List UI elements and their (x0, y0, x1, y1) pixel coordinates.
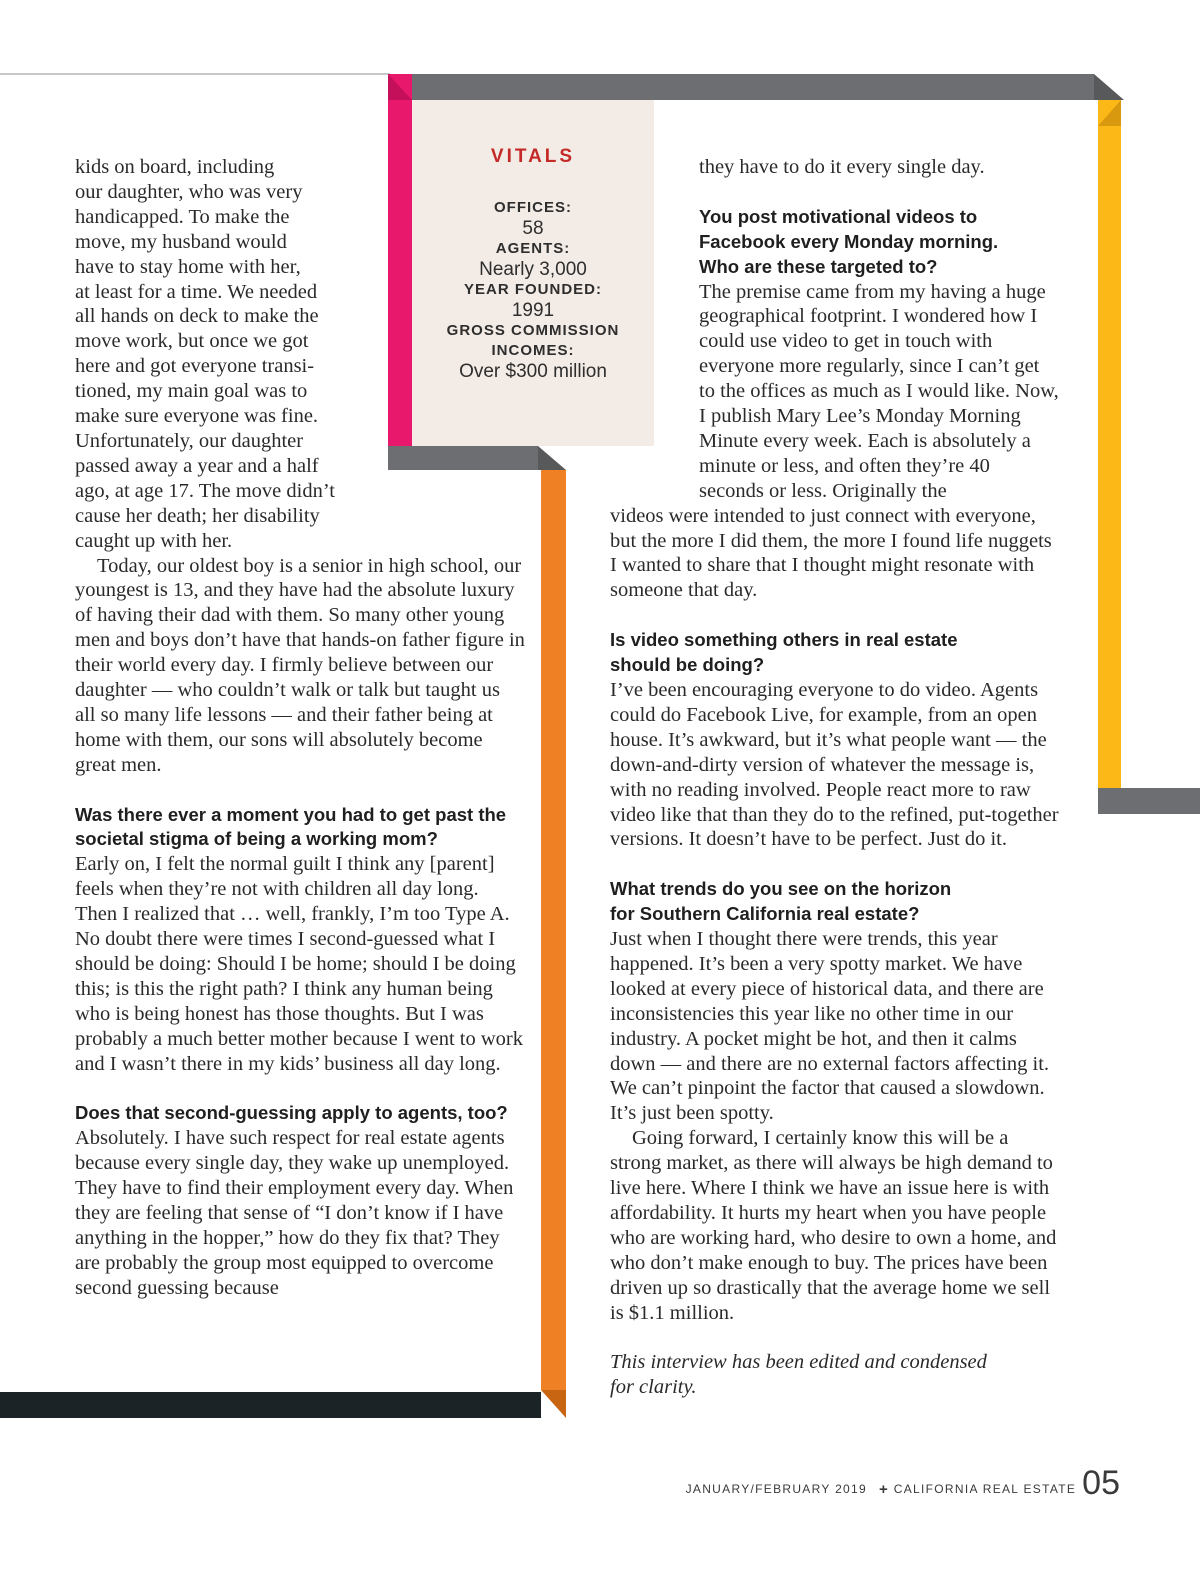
interview-question: Does that second-guessing apply to agents, too? (75, 1102, 508, 1124)
text-line: at least for a time. We needed (75, 280, 318, 303)
text-line: all hands on deck to make the (75, 305, 319, 328)
yellow-vertical-bar (1098, 100, 1121, 788)
body-paragraph: Today, our oldest boy is a senior in high school, our youngest is 13, and they have had the absolute luxury of having their dad with them. So many other young men and boys don’t have that hands-on father figure in their world every day. I firmly believe between our daughter — who couldn’t walk or talk but taught us all so many life lessons — and their father being at home with them, our sons will absolutely become great men. (75, 554, 525, 776)
page-number: 05 (1082, 1464, 1120, 1502)
vitals-gci-value: Over $300 million (459, 361, 607, 382)
page-footer (686, 1466, 1120, 1500)
body-paragraph: Absolutely. I have such respect for real estate agents because every single day, they wake up unemployed. They have to find their employment every day. When they are feeling that sense of “I don’t know if I have anything in the hopper,” how do they fix that? They are probably the group most equipped to overcome second guessing because (75, 1127, 514, 1299)
top-rule (0, 73, 390, 75)
right-column (610, 155, 1060, 1400)
gray-top-bar-tip (1094, 74, 1124, 100)
text-line: handicapped. To make the (75, 205, 290, 228)
body-paragraph: they have to do it every single day. (699, 156, 985, 178)
orange-vertical-bar (541, 470, 566, 1390)
body-paragraph: Going forward, I certainly know this will be a strong market, as there will always be high demand to live here. Where I think we have an issue here is with affordability. It hurts my heart when you have people who are working hard, who desire to own a home, and who don’t make enough to buy. The prices have been driven up so drastically that the average home we sell is $1.1 million. (610, 1127, 1057, 1324)
left-column (75, 155, 525, 1301)
vitals-title: VITALS (490, 146, 576, 167)
footer-publication: CALIFORNIA REAL ESTATE (893, 1482, 1077, 1496)
text-line: caught up with her. (75, 529, 233, 552)
body-paragraph: I’ve been encouraging everyone to do video. Agents could do Facebook Live, for example, from an open house. It’s awkward, but it’s what people want — the down-and-dirty version of whatever the message is, with no reading involved. People react more to raw video like that than they do to the refined, put-together versions. It doesn’t have to be perfect. Just do it. (610, 679, 1059, 851)
interview-question: You post motivational videos to Facebook every Monday morning. Who are these targeted to? (699, 205, 999, 277)
vitals-gci-label: GROSS COMMISSION INCOMES: (446, 322, 620, 359)
vitals-offices-value: 58 (522, 218, 544, 239)
body-paragraph: The premise came from my having a huge geographical footprint. I wondered how I could use video to get in touch with everyone more regularly, since I can’t get to the offices as much as I would like. Now, I publish Mary Lee’s Monday Morning Minute every week. Each is absolutely a minute or less, and often they’re 40 seconds or less. Originally the (699, 280, 1059, 502)
orange-bar-cap (541, 1390, 566, 1418)
body-paragraph: videos were intended to just connect with everyone, but the more I did them, the more I found life nuggets I wanted to share that I thought might resonate with someone that day. (610, 504, 1052, 602)
dark-bottom-bar (0, 1392, 541, 1418)
body-paragraph: Early on, I felt the normal guilt I think any [parent] feels when they’re not with children all day long. Then I realized that … well, frankly, I’m too Type A. No doubt there were times I second-guessed what I should be doing: Should I be home; should I be doing this; is this the right path? I think any human being who is being honest has those thoughts. But I was probably a much better mother because I went to work and I wasn’t there in my kids’ business all day long. (75, 853, 523, 1075)
text-line: kids on board, including (75, 156, 275, 178)
text-line: ago, at age 17. The move didn’t (75, 479, 335, 502)
footer-separator: + (878, 1481, 888, 1498)
vitals-agents-value: Nearly 3,000 (479, 259, 587, 280)
text-line: Unfortunately, our daughter (75, 429, 304, 452)
text-line: make sure everyone was fine. (75, 405, 319, 428)
left-narrow-paragraph (75, 155, 345, 554)
interview-question: Was there ever a moment you had to get past the societal stigma of being a working mom? (75, 803, 507, 850)
text-line: have to stay home with her, (75, 255, 301, 278)
interview-question: Is video something others in real estate should be doing? (610, 629, 958, 676)
gray-right-bar (1098, 788, 1200, 814)
text-line: passed away a year and a half (75, 454, 319, 477)
vitals-year-value: 1991 (511, 300, 555, 321)
body-paragraph: Just when I thought there were trends, this year happened. It’s been a very spotty market. We have looked at every piece of historical data, and there are inconsistencies this year like no other time in our industry. A pocket might be hot, and then it calms down — and there are no external factors affecting it. We can’t pinpoint the factor that caused a slowdown. It’s just been spotty. (610, 928, 1050, 1125)
vitals-year-label: YEAR FOUNDED: (463, 281, 602, 298)
text-line: here and got everyone transi- (75, 355, 315, 378)
gray-middle-bar-tip (538, 446, 566, 470)
text-line: move work, but once we got (75, 330, 309, 353)
footer-issue: JANUARY/FEBRUARY 2019 (685, 1482, 867, 1496)
text-line: move, my husband would (75, 230, 287, 253)
editor-note: This interview has been edited and condensed for clarity. (610, 1351, 987, 1399)
text-line: our daughter, who was very (75, 180, 303, 203)
text-line: tioned, my main goal was to (75, 380, 308, 403)
vitals-offices-label: OFFICES: (494, 199, 572, 216)
text-line: cause her death; her disability (75, 504, 320, 527)
interview-question: What trends do you see on the horizon for Southern California real estate? (610, 878, 952, 925)
vitals-agents-label: AGENTS: (495, 240, 571, 257)
gray-top-bar (390, 74, 1094, 100)
